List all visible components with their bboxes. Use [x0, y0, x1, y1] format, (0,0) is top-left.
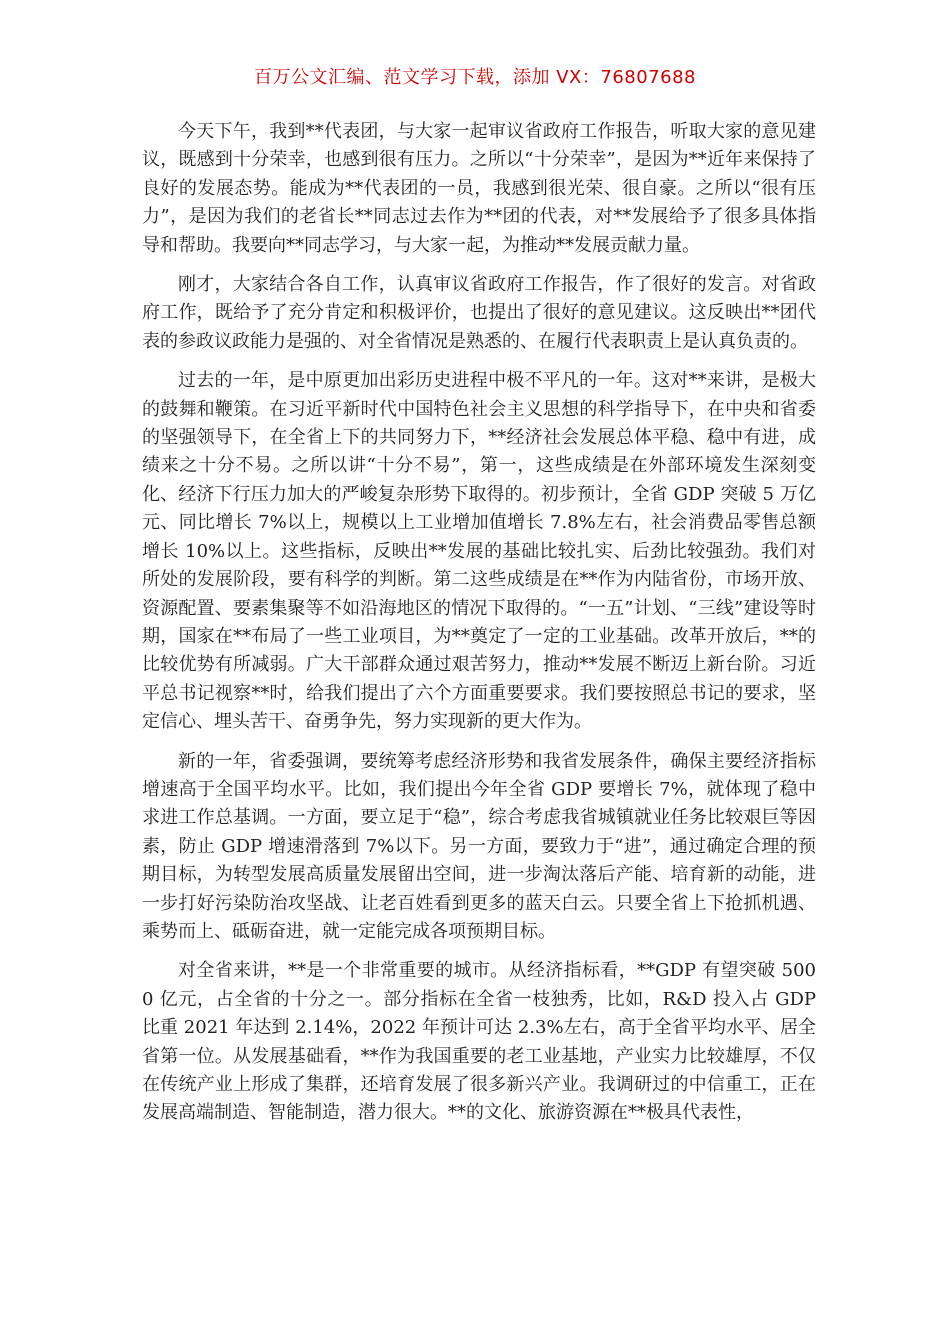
paragraph-4: 新的一年，省委强调，要统筹考虑经济形势和我省发展条件，确保主要经济指标增速高于全国平均水平。比如，我们提出今年全省 GDP 要增长 7%，就体现了稳中求进工作总基调。一方面，要立足于“稳”，综合考虑我省城镇就业任务比较艰巨等因素，防止 GDP 增速滑落到 7%以下。另一方面，要致力于“进”，通过确定合理的预期目标，为转型发展高质量发展留出空间，进一步淘汰落后产能、培育新的动能，进一步打好污染防治攻坚战、让老百姓看到更多的蓝天白云。只要全省上下抢抓机遇、乘势而上、砥砺奋进，就一定能完成各项预期目标。 [142, 750, 816, 942]
paragraph-5: 对全省来讲，**是一个非常重要的城市。从经济指标看，**GDP 有望突破 5000 亿元，占全省的十分之一。部分指标在全省一枝独秀，比如，R&D 投入占 GDP 比重 2021 年达到 2.14%，2022 年预计可达 2.3%左右，高于全省平均水平、居全省第一位。从发展基础看，**作为我国重要的老工业基地，产业实力比较雄厚，不仅在传统产业上形成了集群，还培育发展了很多新兴产业。我调研过的中信重工，正在发展高端制造、智能制造，潜力很大。**的文化、旅游资源在**极具代表性， [142, 960, 816, 1124]
paragraph-3: 过去的一年，是中原更加出彩历史进程中极不平凡的一年。这对**来讲，是极大的鼓舞和鞭策。在习近平新时代中国特色社会主义思想的科学指导下，在中央和省委的坚强领导下，在全省上下的共同努力下，**经济社会发展总体平稳、稳中有进，成绩来之十分不易。之所以讲“十分不易”，第一，这些成绩是在外部环境发生深刻变化、经济下行压力加大的严峻复杂形势下取得的。初步预计，全省 GDP 突破 5 万亿元、同比增长 7%以上，规模以上工业增加值增长 7.8%左右，社会消费品零售总额增长 10%以上。这些指标，反映出**发展的基础比较扎实、后劲比较强劲。我们对所处的发展阶段，要有科学的判断。第二这些成绩是在**作为内陆省份，市场开放、资源配置、要素集聚等不如沿海地区的情况下取得的。“一五”计划、“三线”建设等时期，国家在**布局了一些工业项目，为**奠定了一定的工业基础。改革开放后，**的比较优势有所减弱。广大干部群众通过艰苦努力，推动**发展不断迈上新台阶。习近平总书记视察**时，给我们提出了六个方面重要要求。我们要按照总书记的要求，坚定信心、埋头苦干、奋勇争先，努力实现新的更大作为。 [142, 370, 816, 733]
paragraph-1: 今天下午，我到**代表团，与大家一起审议省政府工作报告，听取大家的意见建议，既感到十分荣幸，也感到很有压力。之所以“十分荣幸”，是因为**近年来保持了良好的发展态势。能成为**代表团的一员，我感到很光荣、很自豪。之所以“很有压力”，是因为我们的老省长**同志过去作为**团的代表，对**发展给予了很多具体指导和帮助。我要向**同志学习，与大家一起，为推动**发展贡献力量。 [142, 121, 816, 256]
page-header-notice: 百万公文汇编、范文学习下载，添加 VX：76807688 [254, 67, 696, 88]
paragraph-2: 刚才，大家结合各自工作，认真审议省政府工作报告，作了很好的发言。对省政府工作，既给予了充分肯定和积极评价，也提出了很好的意见建议。这反映出**团代表的参政议政能力是强的、对全省情况是熟悉的、在履行代表职责上是认真负责的。 [142, 274, 816, 352]
document-body [142, 118, 816, 1139]
